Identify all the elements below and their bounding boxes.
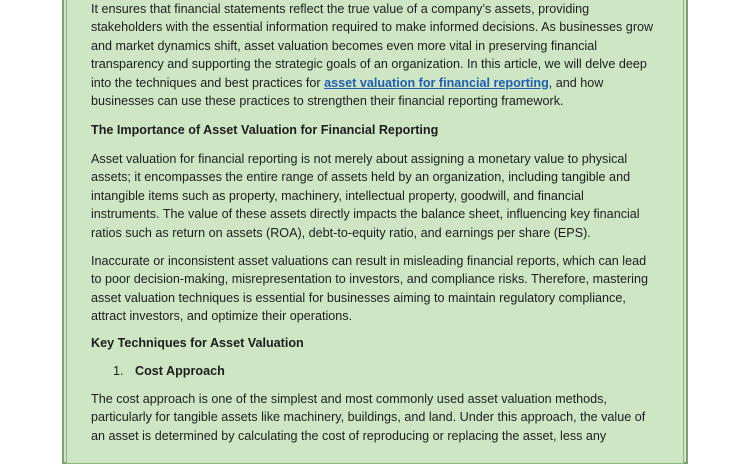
asset-valuation-link[interactable]: asset valuation for financial reporting	[324, 75, 549, 90]
paragraph-line: instruments. The value of these assets directly impacts the balance sheet, influencing key financial	[91, 207, 640, 222]
intro-line-2: stakeholders with the essential information required to make informed decisions. As businesses grow	[91, 20, 654, 35]
paragraph-line: assets; it encompasses the entire range of assets held by an organization, including tangible and	[91, 170, 631, 185]
intro-line-4: transparency and supporting the strategic goals of an organization. In this article, we will delve deep	[91, 57, 647, 72]
intro-line-5	[91, 74, 663, 92]
document-page	[91, 0, 663, 450]
paragraph-line: attract investors, and optimize their operations.	[91, 309, 353, 324]
paragraph-line: to poor decision-making, misrepresentation to investors, and compliance risks. Therefore, mastering	[91, 272, 648, 287]
importance-paragraph-1	[91, 150, 663, 242]
paragraph-line: The cost approach is one of the simplest and most commonly used asset valuation methods,	[91, 392, 607, 406]
paragraph-line: intangible items such as property, machinery, intellectual property, goodwill, and financial	[91, 188, 584, 203]
paragraph-line: ratios such as return on assets (ROA), debt-to-equity ratio, and earnings per share (EPS).	[91, 225, 591, 240]
intro-line-3: and market dynamics shift, asset valuation becomes even more vital in preserving financial	[91, 38, 598, 53]
intro-paragraph	[91, 0, 663, 110]
paragraph-line: an asset is determined by calculating the cost of reproducing or replacing the asset, less any	[91, 428, 607, 443]
paragraph-line: asset valuation techniques is essential for businesses aiming to maintain regulatory compliance,	[91, 290, 626, 305]
intro-line-5-before: into the techniques and best practices for	[91, 75, 325, 90]
intro-line-1: It ensures that financial statements reflect the true value of a company’s assets, providing	[91, 2, 590, 16]
list-number: 1.	[113, 364, 124, 378]
importance-paragraph-2	[91, 252, 663, 326]
cost-approach-paragraph	[91, 390, 663, 445]
intro-line-6: businesses can use these practices to strengthen their financial reporting framework.	[91, 94, 564, 109]
section-heading-key-techniques: Key Techniques for Asset Valuation	[91, 336, 304, 350]
intro-line-5-after: , and how	[548, 75, 604, 90]
list-item-label: Cost Approach	[135, 364, 225, 378]
paragraph-line: Asset valuation for financial reporting is not merely about assigning a monetary value to physical	[91, 152, 628, 166]
paragraph-line: Inaccurate or inconsistent asset valuations can result in misleading financial reports, which can lead	[91, 254, 647, 268]
paragraph-line: particularly for tangible assets like machinery, buildings, and land. Under this approach, the value of	[91, 410, 646, 425]
section-heading-importance: The Importance of Asset Valuation for Financial Reporting	[91, 123, 439, 137]
list-item-cost-approach	[113, 362, 225, 380]
